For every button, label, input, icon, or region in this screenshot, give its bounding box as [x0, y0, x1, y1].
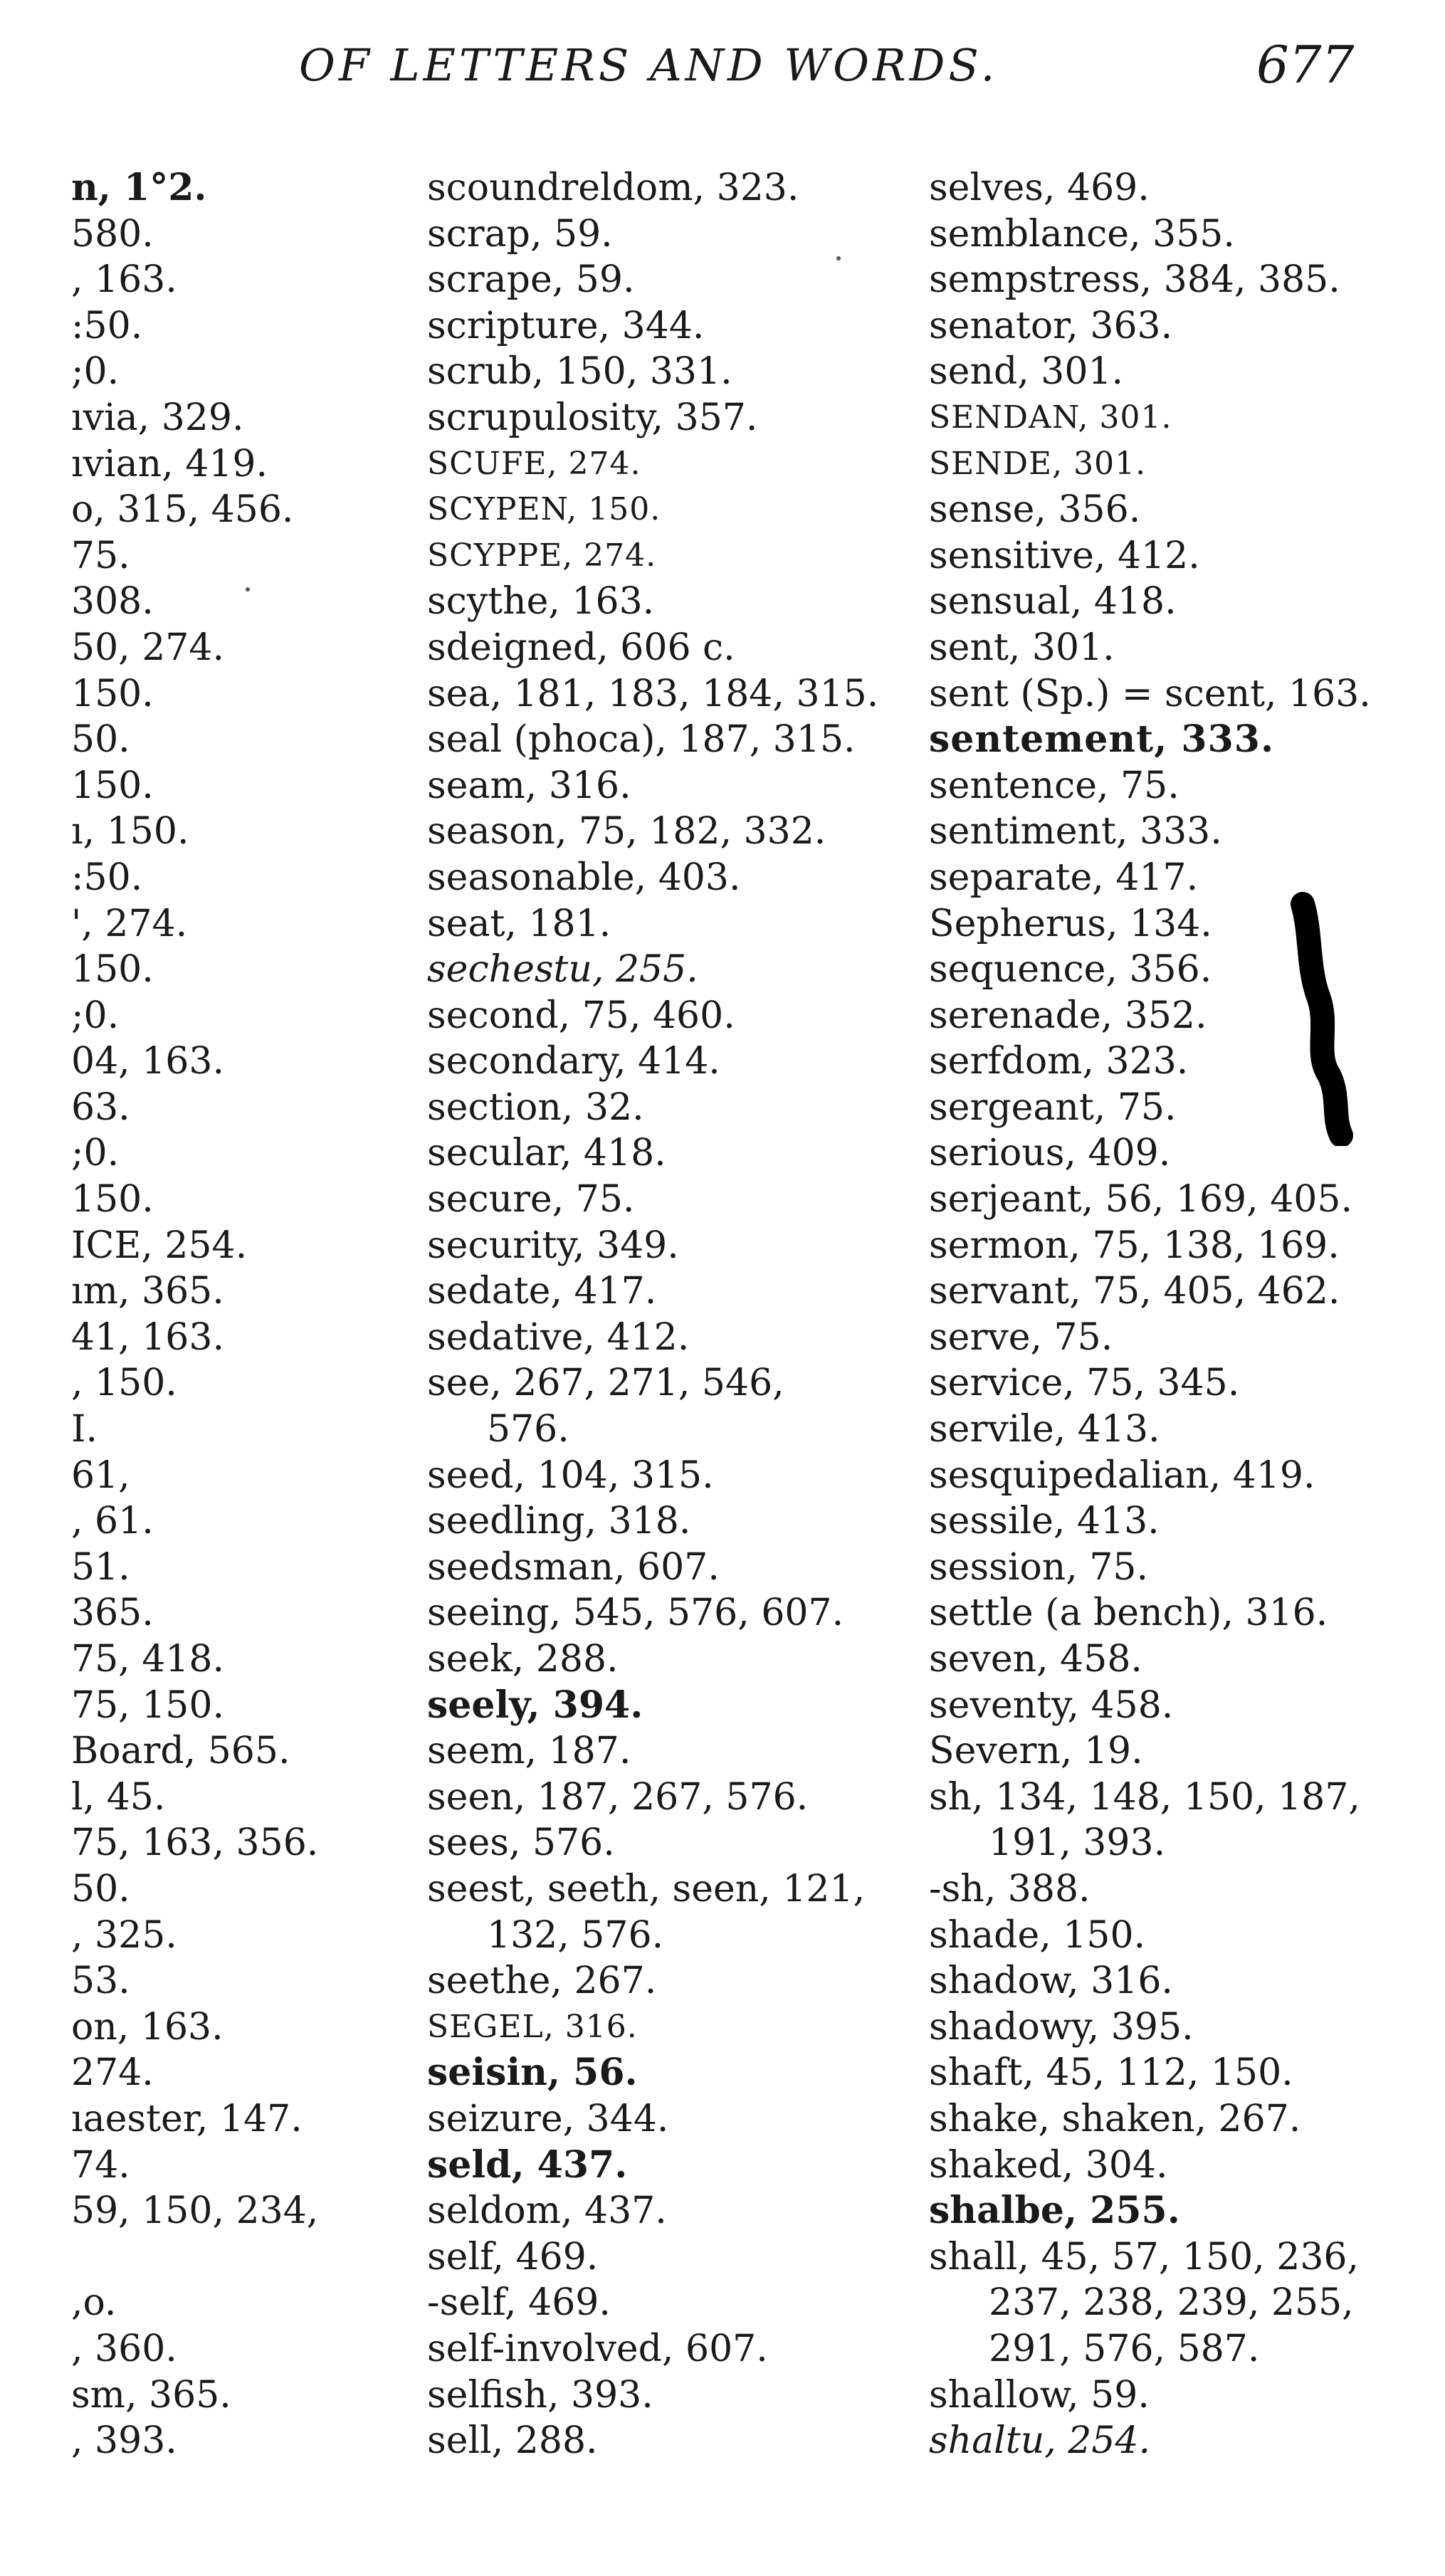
index-entry: shallow, 59. [929, 2373, 1150, 2417]
index-entry: ı, 150. [71, 810, 189, 853]
index-entry: service, 75, 345. [929, 1362, 1240, 1405]
index-entry: o, 315, 456. [71, 488, 294, 532]
index-entry: ıvia, 329. [71, 396, 244, 439]
index-entry: seat, 181. [427, 902, 611, 945]
running-title: OF LETTERS AND WORDS. [299, 39, 999, 91]
index-entry: servile, 413. [929, 1408, 1160, 1451]
index-entry: sense, 356. [929, 488, 1141, 532]
index-entry: senator, 363. [929, 304, 1173, 347]
index-entry: 50. [71, 1867, 130, 1910]
page-number: 677 [1256, 35, 1355, 95]
index-entry: sermon, 75, 138, 169. [929, 1224, 1340, 1267]
index-entry: secure, 75. [427, 1178, 635, 1221]
index-entry: seem, 187. [427, 1730, 631, 1773]
index-entry: ', 274. [71, 902, 188, 945]
index-entry: season, 75, 182, 332. [427, 810, 826, 853]
index-entry: serious, 409. [929, 1132, 1171, 1175]
speck [246, 587, 250, 592]
index-entry: secular, 418. [427, 1132, 666, 1175]
index-entry: :50. [71, 856, 143, 899]
index-entry: 53. [71, 1960, 130, 2003]
index-entry: second, 75, 460. [427, 994, 735, 1037]
index-entry: serjeant, 56, 169, 405. [929, 1178, 1352, 1221]
index-entry: sesquipedalian, 419. [929, 1453, 1315, 1497]
index-entry: ım, 365. [71, 1270, 224, 1313]
index-entry: 50. [71, 718, 130, 762]
index-entry: 274. [71, 2051, 154, 2095]
index-entry: 75, 163, 356. [71, 1821, 319, 1865]
index-entry: sees, 576. [427, 1821, 615, 1865]
index-entry: :50. [71, 304, 143, 347]
index-entry: ;0. [71, 350, 120, 394]
index-entry: seedsman, 607. [427, 1545, 720, 1589]
index-entry: scrape, 59. [427, 258, 635, 302]
index-entry: 74. [71, 2143, 130, 2187]
index-entry: semblance, 355. [929, 212, 1235, 256]
index-entry: l, 45. [71, 1775, 166, 1819]
index-entry: seasonable, 403. [427, 856, 741, 899]
index-entry: sentement, 333. [929, 717, 1275, 762]
index-entry: seventy, 458. [929, 1683, 1174, 1727]
index-entry: seld, 437. [427, 2143, 628, 2187]
index-entry: sm, 365. [71, 2373, 231, 2417]
index-entry: seam, 316. [427, 764, 631, 807]
index-entry: shaked, 304. [929, 2143, 1168, 2187]
index-entry: servant, 75, 405, 462. [929, 1270, 1340, 1313]
index-entry: I. [71, 1408, 98, 1451]
index-entry: serve, 75. [929, 1315, 1113, 1359]
index-entry: seizure, 344. [427, 2097, 669, 2140]
index-entry: Sepherus, 134. [929, 902, 1212, 945]
index-entry: separate, 417. [929, 856, 1199, 899]
index-entry: 365. [71, 1592, 154, 1635]
index-entry: section, 32. [427, 1085, 644, 1129]
index-entry: session, 75. [929, 1545, 1149, 1589]
index-entry: 150. [71, 948, 154, 992]
index-entry: SCYPEN, 150. [427, 491, 661, 528]
index-entry: SCUFE, 274. [427, 445, 641, 482]
index-entry: scrap, 59. [427, 212, 613, 256]
index-entry: see, 267, 271, 546, [427, 1362, 784, 1405]
index-entry: , 393. [71, 2419, 177, 2463]
index-entry: , 325. [71, 1913, 177, 1957]
index-entry: self, 469. [427, 2235, 599, 2278]
index-entry: 61, [71, 1453, 130, 1497]
index-entry: 04, 163. [71, 1040, 225, 1083]
index-entry: seek, 288. [427, 1638, 619, 1681]
index-entry: seven, 458. [929, 1638, 1142, 1681]
index-entry: 75, 150. [71, 1683, 225, 1727]
index-entry: 51. [71, 1545, 130, 1589]
index-entry: settle (a bench), 316. [929, 1592, 1328, 1635]
index-entry: seed, 104, 315. [427, 1453, 714, 1497]
index-entry: 150. [71, 764, 154, 807]
index-entry: ICE, 254. [71, 1224, 248, 1267]
index-entry: scrupulosity, 357. [427, 396, 758, 439]
index-entry: -self, 469. [427, 2281, 611, 2325]
index-entry: 59, 150, 234, [71, 2189, 319, 2233]
index-entry: 50, 274. [71, 626, 225, 669]
index-entry: sedative, 412. [427, 1315, 690, 1359]
index-entry: seisin, 56. [427, 2051, 638, 2095]
index-column-right [929, 165, 1427, 2464]
index-entry: ,o. [71, 2281, 117, 2325]
index-entry: sequence, 356. [929, 948, 1212, 992]
index-entry: sentiment, 333. [929, 810, 1222, 853]
index-entry: scoundreldom, 323. [427, 167, 799, 209]
index-entry: shalbe, 255. [929, 2189, 1180, 2233]
index-entry: sedate, 417. [427, 1270, 657, 1313]
index-entry: sdeigned, 606 c. [427, 626, 735, 669]
index-entry: sent, 301. [929, 626, 1115, 669]
index-entry: send, 301. [929, 350, 1124, 394]
index-entry: self-involved, 607. [427, 2327, 768, 2370]
index-entry: seethe, 267. [427, 1960, 657, 2003]
index-entry: 75. [71, 534, 130, 577]
index-entry: ;0. [71, 1132, 120, 1175]
index-entry: secondary, 414. [427, 1040, 720, 1083]
index-entry: SENDE, 301. [929, 445, 1147, 482]
index-entry [71, 2234, 406, 2281]
index-entry: scrub, 150, 331. [427, 350, 732, 394]
index-entry: security, 349. [427, 1224, 679, 1267]
index-entry: sessile, 413. [929, 1500, 1160, 1543]
index-entry: shadowy, 395. [929, 2005, 1194, 2049]
ink-stroke-mark [1290, 890, 1375, 1146]
index-entry: 63. [71, 1085, 130, 1129]
index-entry: sempstress, 384, 385. [929, 258, 1340, 302]
index-entry: scythe, 163. [427, 580, 655, 624]
index-entry: on, 163. [71, 2005, 224, 2049]
index-entry: seely, 394. [427, 1683, 643, 1727]
index-column-left [71, 165, 406, 2464]
index-entry: serfdom, 323. [929, 1040, 1189, 1083]
index-entry: sea, 181, 183, 184, 315. [427, 672, 879, 715]
index-entry: 291, 576, 587. [989, 2327, 1260, 2370]
index-entry: selves, 469. [929, 167, 1150, 209]
index-entry: SENDAN, 301. [929, 399, 1172, 436]
index-entry: seen, 187, 267, 576. [427, 1775, 809, 1819]
index-entry: 191, 393. [989, 1821, 1166, 1865]
index-entry: sensual, 418. [929, 580, 1177, 624]
index-entry: 237, 238, 239, 255, [989, 2281, 1354, 2325]
index-entry: sensitive, 412. [929, 534, 1200, 577]
index-entry: ıaester, 147. [71, 2097, 303, 2140]
index-entry: 576. [487, 1408, 569, 1451]
index-entry: SEGEL, 316. [427, 2008, 638, 2045]
index-entry: , 163. [71, 258, 177, 302]
index-entry: seeing, 545, 576, 607. [427, 1592, 844, 1635]
index-entry: Severn, 19. [929, 1730, 1143, 1773]
index-entry: seedling, 318. [427, 1500, 691, 1543]
index-entry: shaft, 45, 112, 150. [929, 2051, 1293, 2095]
page-header [0, 35, 1445, 103]
index-entry: 75, 418. [71, 1638, 225, 1681]
index-entry: 41, 163. [71, 1315, 225, 1359]
index-entry: Board, 565. [71, 1730, 290, 1773]
index-entry: sentence, 75. [929, 764, 1179, 807]
index-entry: seest, seeth, seen, 121, [427, 1867, 866, 1910]
index-entry: serenade, 352. [929, 994, 1207, 1037]
index-entry: n, 1°2. [71, 166, 207, 209]
index-entry: scripture, 344. [427, 304, 705, 347]
index-entry: shall, 45, 57, 150, 236, [929, 2235, 1360, 2278]
index-entry: SCYPPE, 274. [427, 537, 657, 574]
index-entry: sell, 288. [427, 2419, 598, 2463]
index-entry: sergeant, 75. [929, 1085, 1177, 1129]
index-entry: 150. [71, 1178, 154, 1221]
index-entry: shake, shaken, 267. [929, 2097, 1301, 2140]
index-entry: , 61. [71, 1500, 154, 1543]
index-entry: seldom, 437. [427, 2189, 667, 2233]
index-entry: , 360. [71, 2327, 177, 2370]
speck [836, 256, 841, 261]
index-entry: sechestu, 255. [427, 948, 698, 992]
index-entry: -sh, 388. [929, 1867, 1091, 1910]
index-entry: 150. [71, 672, 154, 715]
index-entry: sent (Sp.) = scent, 163. [929, 672, 1371, 715]
index-entry: selfish, 393. [427, 2373, 653, 2417]
index-entry: shadow, 316. [929, 1960, 1173, 2003]
index-entry: shaltu, 254. [929, 2419, 1151, 2463]
index-entry: 132, 576. [487, 1913, 664, 1957]
index-column-middle [427, 165, 925, 2464]
index-entry: 308. [71, 580, 154, 624]
index-entry: ;0. [71, 994, 120, 1037]
index-entry: shade, 150. [929, 1913, 1146, 1957]
index-entry: 580. [71, 212, 154, 256]
index-entry: , 150. [71, 1362, 177, 1405]
index-entry: sh, 134, 148, 150, 187, [929, 1775, 1360, 1819]
index-entry: seal (phoca), 187, 315. [427, 718, 856, 762]
index-entry: ıvian, 419. [71, 442, 268, 485]
